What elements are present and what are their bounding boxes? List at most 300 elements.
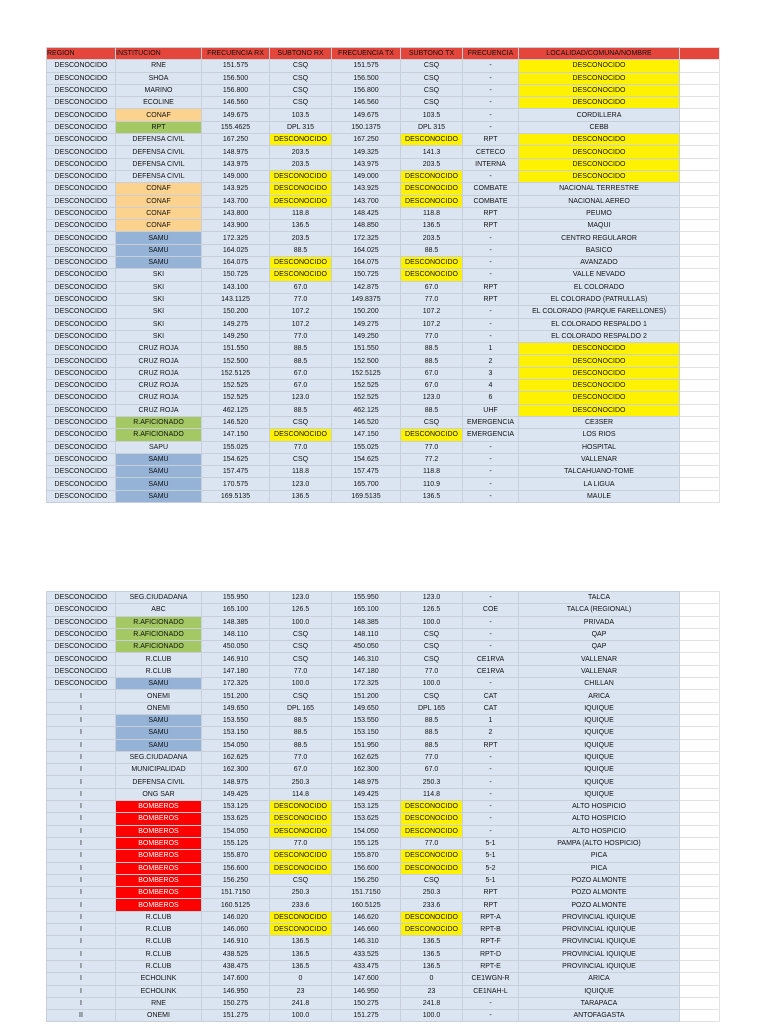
cell-localidad[interactable]: PRIVADA	[519, 616, 680, 628]
cell-subtono-rx[interactable]: DESCONOCIDO	[270, 195, 332, 207]
cell-localidad[interactable]: DESCONOCIDO	[519, 343, 680, 355]
cell-subtono-tx[interactable]: 107.2	[401, 306, 463, 318]
cell-subtono-rx[interactable]: 77.0	[270, 293, 332, 305]
cell-institucion[interactable]: SKI	[116, 293, 202, 305]
cell-subtono-rx[interactable]: 126.5	[270, 604, 332, 616]
empty-cell[interactable]	[680, 170, 720, 182]
cell-frecuencia-tx[interactable]: 152.5125	[332, 367, 401, 379]
cell-region[interactable]: II	[47, 1010, 116, 1022]
cell-region[interactable]: DESCONOCIDO	[47, 84, 116, 96]
cell-region[interactable]: DESCONOCIDO	[47, 170, 116, 182]
empty-cell[interactable]	[680, 801, 720, 813]
empty-cell[interactable]	[680, 441, 720, 453]
cell-subtono-tx[interactable]: DESCONOCIDO	[401, 862, 463, 874]
cell-localidad[interactable]: DESCONOCIDO	[519, 60, 680, 72]
cell-frecuencia-tx[interactable]: 149.8375	[332, 293, 401, 305]
cell-frecuencia-rx[interactable]: 155.125	[202, 837, 270, 849]
cell-localidad[interactable]: DESCONOCIDO	[519, 392, 680, 404]
cell-frecuencia-rx[interactable]: 167.250	[202, 134, 270, 146]
empty-cell[interactable]	[680, 318, 720, 330]
header-cell-frecuencia-rx[interactable]: FRECUENCIA RX	[202, 48, 270, 60]
cell-institucion[interactable]: BOMBEROS	[116, 874, 202, 886]
cell-localidad[interactable]: POZO ALMONTE	[519, 899, 680, 911]
cell-frecuencia-tx[interactable]: 165.100	[332, 604, 401, 616]
cell-subtono-rx[interactable]: CSQ	[270, 84, 332, 96]
cell-frecuencia-rx[interactable]: 154.050	[202, 825, 270, 837]
cell-region[interactable]: I	[47, 960, 116, 972]
cell-subtono-rx[interactable]: 203.5	[270, 232, 332, 244]
cell-localidad[interactable]: VALLE NEVADO	[519, 269, 680, 281]
empty-cell[interactable]	[680, 739, 720, 751]
cell-frecuencia-tx[interactable]: 149.275	[332, 318, 401, 330]
cell-localidad[interactable]: IQUIQUE	[519, 776, 680, 788]
cell-localidad[interactable]: PICA	[519, 862, 680, 874]
cell-frecuencia-rx[interactable]: 156.800	[202, 84, 270, 96]
cell-subtono-tx[interactable]: CSQ	[401, 690, 463, 702]
cell-frecuencia-rx[interactable]: 148.975	[202, 776, 270, 788]
cell-institucion[interactable]: SKI	[116, 281, 202, 293]
cell-institucion[interactable]: CRUZ ROJA	[116, 355, 202, 367]
empty-cell[interactable]	[680, 367, 720, 379]
cell-frecuencia[interactable]: -	[463, 478, 519, 490]
cell-subtono-rx[interactable]: 203.5	[270, 146, 332, 158]
cell-frecuencia[interactable]: COMBATE	[463, 195, 519, 207]
cell-frecuencia-tx[interactable]: 155.950	[332, 592, 401, 604]
cell-frecuencia[interactable]: -	[463, 592, 519, 604]
cell-localidad[interactable]: DESCONOCIDO	[519, 146, 680, 158]
cell-frecuencia[interactable]: RPT	[463, 899, 519, 911]
cell-subtono-rx[interactable]: 67.0	[270, 367, 332, 379]
cell-frecuencia-tx[interactable]: 142.875	[332, 281, 401, 293]
cell-localidad[interactable]: QAP	[519, 628, 680, 640]
cell-region[interactable]: DESCONOCIDO	[47, 416, 116, 428]
empty-cell[interactable]	[680, 776, 720, 788]
cell-institucion[interactable]: R.AFICIONADO	[116, 641, 202, 653]
cell-subtono-tx[interactable]: DESCONOCIDO	[401, 195, 463, 207]
cell-frecuencia[interactable]: -	[463, 825, 519, 837]
cell-frecuencia[interactable]: -	[463, 257, 519, 269]
cell-institucion[interactable]: ONEMI	[116, 702, 202, 714]
cell-subtono-tx[interactable]: 77.0	[401, 837, 463, 849]
cell-frecuencia-rx[interactable]: 162.625	[202, 751, 270, 763]
cell-frecuencia-tx[interactable]: 155.025	[332, 441, 401, 453]
cell-subtono-tx[interactable]: DESCONOCIDO	[401, 801, 463, 813]
cell-frecuencia-rx[interactable]: 146.910	[202, 936, 270, 948]
cell-subtono-rx[interactable]: 77.0	[270, 751, 332, 763]
empty-cell[interactable]	[680, 678, 720, 690]
cell-frecuencia[interactable]: -	[463, 678, 519, 690]
empty-cell[interactable]	[680, 343, 720, 355]
cell-institucion[interactable]: SAMU	[116, 244, 202, 256]
cell-subtono-rx[interactable]: DESCONOCIDO	[270, 911, 332, 923]
cell-localidad[interactable]: PROVINCIAL IQUIQUE	[519, 936, 680, 948]
empty-cell[interactable]	[680, 60, 720, 72]
cell-region[interactable]: DESCONOCIDO	[47, 453, 116, 465]
cell-localidad[interactable]: POZO ALMONTE	[519, 887, 680, 899]
cell-institucion[interactable]: RPT	[116, 121, 202, 133]
cell-region[interactable]: I	[47, 973, 116, 985]
cell-region[interactable]: DESCONOCIDO	[47, 678, 116, 690]
cell-institucion[interactable]: CRUZ ROJA	[116, 343, 202, 355]
cell-region[interactable]: I	[47, 690, 116, 702]
cell-frecuencia[interactable]: -	[463, 997, 519, 1009]
cell-frecuencia-rx[interactable]: 155.025	[202, 441, 270, 453]
cell-subtono-rx[interactable]: DESCONOCIDO	[270, 825, 332, 837]
cell-institucion[interactable]: RNE	[116, 60, 202, 72]
header-cell-frecuencia[interactable]: FRECUENCIA	[463, 48, 519, 60]
cell-localidad[interactable]: NACIONAL TERRESTRE	[519, 183, 680, 195]
empty-cell[interactable]	[680, 257, 720, 269]
cell-frecuencia-tx[interactable]: 153.150	[332, 727, 401, 739]
cell-frecuencia-rx[interactable]: 149.275	[202, 318, 270, 330]
cell-frecuencia-rx[interactable]: 149.650	[202, 702, 270, 714]
cell-subtono-tx[interactable]: CSQ	[401, 628, 463, 640]
cell-subtono-rx[interactable]: 107.2	[270, 318, 332, 330]
cell-region[interactable]: DESCONOCIDO	[47, 441, 116, 453]
cell-region[interactable]: DESCONOCIDO	[47, 429, 116, 441]
cell-subtono-rx[interactable]: 103.5	[270, 109, 332, 121]
cell-subtono-rx[interactable]: CSQ	[270, 453, 332, 465]
cell-subtono-tx[interactable]: 0	[401, 973, 463, 985]
cell-frecuencia[interactable]: CAT	[463, 690, 519, 702]
cell-frecuencia-tx[interactable]: 149.650	[332, 702, 401, 714]
cell-frecuencia-rx[interactable]: 151.550	[202, 343, 270, 355]
cell-frecuencia-tx[interactable]: 149.250	[332, 330, 401, 342]
empty-cell[interactable]	[680, 232, 720, 244]
cell-frecuencia[interactable]: -	[463, 813, 519, 825]
cell-frecuencia-tx[interactable]: 167.250	[332, 134, 401, 146]
cell-region[interactable]: I	[47, 813, 116, 825]
cell-localidad[interactable]: DESCONOCIDO	[519, 134, 680, 146]
cell-frecuencia[interactable]: UHF	[463, 404, 519, 416]
cell-subtono-tx[interactable]: 118.8	[401, 207, 463, 219]
cell-region[interactable]: I	[47, 874, 116, 886]
cell-subtono-rx[interactable]: DESCONOCIDO	[270, 257, 332, 269]
cell-localidad[interactable]: IQUIQUE	[519, 714, 680, 726]
cell-subtono-tx[interactable]: 233.6	[401, 899, 463, 911]
cell-subtono-tx[interactable]: CSQ	[401, 60, 463, 72]
cell-subtono-rx[interactable]: 23	[270, 985, 332, 997]
cell-institucion[interactable]: SAMU	[116, 490, 202, 502]
cell-subtono-rx[interactable]: CSQ	[270, 416, 332, 428]
cell-frecuencia[interactable]: 5-1	[463, 837, 519, 849]
cell-frecuencia[interactable]: 1	[463, 343, 519, 355]
cell-frecuencia-rx[interactable]: 148.975	[202, 146, 270, 158]
empty-cell[interactable]	[680, 195, 720, 207]
cell-region[interactable]: I	[47, 739, 116, 751]
cell-localidad[interactable]: HOSPITAL	[519, 441, 680, 453]
cell-subtono-rx[interactable]: 118.8	[270, 207, 332, 219]
empty-cell[interactable]	[680, 453, 720, 465]
cell-subtono-tx[interactable]: DESCONOCIDO	[401, 924, 463, 936]
cell-region[interactable]: I	[47, 837, 116, 849]
cell-frecuencia-rx[interactable]: 143.975	[202, 158, 270, 170]
cell-frecuencia[interactable]: -	[463, 330, 519, 342]
cell-localidad[interactable]: CENTRO REGULAROR	[519, 232, 680, 244]
cell-subtono-tx[interactable]: DESCONOCIDO	[401, 134, 463, 146]
cell-subtono-tx[interactable]: 67.0	[401, 281, 463, 293]
cell-institucion[interactable]: ONG SAR	[116, 788, 202, 800]
empty-cell[interactable]	[680, 641, 720, 653]
cell-frecuencia-rx[interactable]: 143.900	[202, 220, 270, 232]
cell-institucion[interactable]: R.AFICIONADO	[116, 616, 202, 628]
cell-region[interactable]: I	[47, 985, 116, 997]
cell-frecuencia[interactable]: RPT	[463, 887, 519, 899]
cell-frecuencia[interactable]: -	[463, 616, 519, 628]
cell-subtono-rx[interactable]: DESCONOCIDO	[270, 850, 332, 862]
cell-subtono-tx[interactable]: 141.3	[401, 146, 463, 158]
cell-region[interactable]: DESCONOCIDO	[47, 244, 116, 256]
cell-frecuencia[interactable]: -	[463, 776, 519, 788]
header-cell-region[interactable]: REGION	[47, 48, 116, 60]
cell-subtono-rx[interactable]: 136.5	[270, 960, 332, 972]
empty-cell[interactable]	[680, 146, 720, 158]
cell-frecuencia[interactable]: CAT	[463, 702, 519, 714]
cell-subtono-rx[interactable]: 77.0	[270, 441, 332, 453]
empty-cell[interactable]	[680, 702, 720, 714]
header-cell-subtono-tx[interactable]: SUBTONO TX	[401, 48, 463, 60]
cell-region[interactable]: DESCONOCIDO	[47, 616, 116, 628]
cell-frecuencia-tx[interactable]: 150.725	[332, 269, 401, 281]
cell-institucion[interactable]: DEFENSA CIVIL	[116, 134, 202, 146]
cell-institucion[interactable]: DEFENSA CIVIL	[116, 170, 202, 182]
cell-institucion[interactable]: SAMU	[116, 257, 202, 269]
cell-frecuencia[interactable]: RPT-E	[463, 960, 519, 972]
cell-frecuencia-tx[interactable]: 146.620	[332, 911, 401, 923]
empty-cell[interactable]	[680, 281, 720, 293]
cell-frecuencia[interactable]: RPT-F	[463, 936, 519, 948]
cell-subtono-tx[interactable]: 77.0	[401, 330, 463, 342]
cell-region[interactable]: DESCONOCIDO	[47, 293, 116, 305]
cell-frecuencia-rx[interactable]: 164.025	[202, 244, 270, 256]
cell-subtono-rx[interactable]: 123.0	[270, 592, 332, 604]
cell-frecuencia-rx[interactable]: 162.300	[202, 764, 270, 776]
cell-subtono-rx[interactable]: 88.5	[270, 727, 332, 739]
cell-region[interactable]: DESCONOCIDO	[47, 60, 116, 72]
cell-frecuencia-rx[interactable]: 438.475	[202, 960, 270, 972]
cell-subtono-rx[interactable]: 233.6	[270, 899, 332, 911]
cell-frecuencia-rx[interactable]: 149.250	[202, 330, 270, 342]
cell-subtono-tx[interactable]: 88.5	[401, 404, 463, 416]
empty-cell[interactable]	[680, 751, 720, 763]
empty-cell[interactable]	[680, 973, 720, 985]
cell-frecuencia-rx[interactable]: 152.5125	[202, 367, 270, 379]
cell-subtono-rx[interactable]: DPL 165	[270, 702, 332, 714]
cell-localidad[interactable]: ALTO HOSPICIO	[519, 825, 680, 837]
empty-cell[interactable]	[680, 490, 720, 502]
cell-localidad[interactable]: LA LIGUA	[519, 478, 680, 490]
cell-frecuencia-tx[interactable]: 150.275	[332, 997, 401, 1009]
cell-subtono-rx[interactable]: 136.5	[270, 220, 332, 232]
cell-subtono-tx[interactable]: CSQ	[401, 72, 463, 84]
cell-localidad[interactable]: DESCONOCIDO	[519, 367, 680, 379]
cell-region[interactable]: I	[47, 850, 116, 862]
cell-localidad[interactable]: PICA	[519, 850, 680, 862]
cell-frecuencia-rx[interactable]: 157.475	[202, 466, 270, 478]
cell-subtono-rx[interactable]: 123.0	[270, 392, 332, 404]
cell-subtono-rx[interactable]: 67.0	[270, 380, 332, 392]
empty-cell[interactable]	[680, 911, 720, 923]
cell-subtono-rx[interactable]: 118.8	[270, 466, 332, 478]
empty-cell[interactable]	[680, 380, 720, 392]
cell-frecuencia[interactable]: RPT	[463, 739, 519, 751]
cell-frecuencia-tx[interactable]: 152.525	[332, 380, 401, 392]
cell-subtono-rx[interactable]: CSQ	[270, 874, 332, 886]
cell-subtono-tx[interactable]: CSQ	[401, 874, 463, 886]
cell-region[interactable]: DESCONOCIDO	[47, 330, 116, 342]
cell-frecuencia-rx[interactable]: 450.050	[202, 641, 270, 653]
cell-localidad[interactable]: IQUIQUE	[519, 751, 680, 763]
cell-region[interactable]: DESCONOCIDO	[47, 466, 116, 478]
cell-subtono-rx[interactable]: 88.5	[270, 244, 332, 256]
cell-institucion[interactable]: SAMU	[116, 678, 202, 690]
cell-frecuencia[interactable]: -	[463, 453, 519, 465]
cell-frecuencia-tx[interactable]: 146.950	[332, 985, 401, 997]
cell-region[interactable]: I	[47, 997, 116, 1009]
cell-frecuencia-rx[interactable]: 146.950	[202, 985, 270, 997]
cell-frecuencia[interactable]: RPT-A	[463, 911, 519, 923]
empty-cell[interactable]	[680, 997, 720, 1009]
cell-region[interactable]: DESCONOCIDO	[47, 146, 116, 158]
cell-region[interactable]: DESCONOCIDO	[47, 269, 116, 281]
cell-subtono-rx[interactable]: 77.0	[270, 330, 332, 342]
cell-frecuencia-rx[interactable]: 153.625	[202, 813, 270, 825]
empty-cell[interactable]	[680, 887, 720, 899]
cell-subtono-rx[interactable]: 136.5	[270, 936, 332, 948]
cell-frecuencia-rx[interactable]: 170.575	[202, 478, 270, 490]
empty-cell[interactable]	[680, 429, 720, 441]
cell-subtono-rx[interactable]: 88.5	[270, 714, 332, 726]
empty-cell[interactable]	[680, 924, 720, 936]
cell-subtono-tx[interactable]: 203.5	[401, 232, 463, 244]
cell-localidad[interactable]: PAMPA (ALTO HOSPICIO)	[519, 837, 680, 849]
cell-institucion[interactable]: CONAF	[116, 207, 202, 219]
cell-frecuencia-rx[interactable]: 147.180	[202, 665, 270, 677]
cell-region[interactable]: DESCONOCIDO	[47, 207, 116, 219]
cell-subtono-rx[interactable]: CSQ	[270, 641, 332, 653]
cell-institucion[interactable]: ECHOLINK	[116, 973, 202, 985]
cell-frecuencia-rx[interactable]: 146.560	[202, 97, 270, 109]
empty-cell[interactable]	[680, 48, 720, 60]
header-cell-institucion[interactable]: INSTITUCION	[116, 48, 202, 60]
cell-region[interactable]: I	[47, 788, 116, 800]
cell-frecuencia[interactable]: 5-1	[463, 850, 519, 862]
cell-frecuencia-rx[interactable]: 143.1125	[202, 293, 270, 305]
cell-localidad[interactable]: VALLENAR	[519, 665, 680, 677]
cell-subtono-rx[interactable]: 123.0	[270, 478, 332, 490]
cell-localidad[interactable]: IQUIQUE	[519, 788, 680, 800]
cell-localidad[interactable]: ANTOFAGASTA	[519, 1010, 680, 1022]
cell-localidad[interactable]: IQUIQUE	[519, 764, 680, 776]
cell-frecuencia[interactable]: -	[463, 764, 519, 776]
empty-cell[interactable]	[680, 269, 720, 281]
cell-localidad[interactable]: CHILLAN	[519, 678, 680, 690]
cell-localidad[interactable]: MAULE	[519, 490, 680, 502]
empty-cell[interactable]	[680, 220, 720, 232]
cell-institucion[interactable]: SAMU	[116, 466, 202, 478]
cell-subtono-tx[interactable]: CSQ	[401, 84, 463, 96]
cell-localidad[interactable]: MAQUI	[519, 220, 680, 232]
empty-cell[interactable]	[680, 416, 720, 428]
cell-frecuencia[interactable]: -	[463, 1010, 519, 1022]
cell-region[interactable]: I	[47, 899, 116, 911]
cell-region[interactable]: I	[47, 751, 116, 763]
cell-subtono-tx[interactable]: 114.8	[401, 788, 463, 800]
cell-frecuencia-tx[interactable]: 146.660	[332, 924, 401, 936]
cell-region[interactable]: DESCONOCIDO	[47, 183, 116, 195]
cell-localidad[interactable]: PROVINCIAL IQUIQUE	[519, 924, 680, 936]
cell-frecuencia-rx[interactable]: 160.5125	[202, 899, 270, 911]
cell-subtono-rx[interactable]: 67.0	[270, 764, 332, 776]
cell-frecuencia[interactable]: -	[463, 788, 519, 800]
cell-frecuencia[interactable]: 4	[463, 380, 519, 392]
cell-frecuencia-tx[interactable]: 160.5125	[332, 899, 401, 911]
cell-frecuencia-tx[interactable]: 153.550	[332, 714, 401, 726]
cell-frecuencia-rx[interactable]: 148.385	[202, 616, 270, 628]
cell-frecuencia-rx[interactable]: 155.870	[202, 850, 270, 862]
cell-subtono-rx[interactable]: 241.8	[270, 997, 332, 1009]
cell-localidad[interactable]: DESCONOCIDO	[519, 380, 680, 392]
cell-region[interactable]: DESCONOCIDO	[47, 355, 116, 367]
cell-subtono-rx[interactable]: DESCONOCIDO	[270, 429, 332, 441]
cell-region[interactable]: I	[47, 825, 116, 837]
cell-region[interactable]: DESCONOCIDO	[47, 653, 116, 665]
cell-frecuencia-rx[interactable]: 152.525	[202, 380, 270, 392]
cell-localidad[interactable]: IQUIQUE	[519, 739, 680, 751]
cell-region[interactable]: I	[47, 702, 116, 714]
empty-cell[interactable]	[680, 764, 720, 776]
empty-cell[interactable]	[680, 788, 720, 800]
cell-institucion[interactable]: CRUZ ROJA	[116, 380, 202, 392]
header-cell-localidad[interactable]: LOCALIDAD/COMUNA/NOMBRE	[519, 48, 680, 60]
cell-frecuencia[interactable]: -	[463, 490, 519, 502]
cell-frecuencia-rx[interactable]: 172.325	[202, 678, 270, 690]
cell-localidad[interactable]: TALCAHUANO-TOME	[519, 466, 680, 478]
cell-subtono-rx[interactable]: DESCONOCIDO	[270, 924, 332, 936]
cell-institucion[interactable]: SKI	[116, 318, 202, 330]
cell-subtono-tx[interactable]: 250.3	[401, 887, 463, 899]
cell-region[interactable]: DESCONOCIDO	[47, 72, 116, 84]
cell-institucion[interactable]: ECOLINE	[116, 97, 202, 109]
cell-subtono-tx[interactable]: DESCONOCIDO	[401, 269, 463, 281]
cell-subtono-rx[interactable]: 88.5	[270, 739, 332, 751]
cell-subtono-tx[interactable]: 250.3	[401, 776, 463, 788]
cell-institucion[interactable]: CRUZ ROJA	[116, 367, 202, 379]
cell-frecuencia-tx[interactable]: 155.125	[332, 837, 401, 849]
cell-region[interactable]: DESCONOCIDO	[47, 478, 116, 490]
cell-localidad[interactable]: LOS RIOS	[519, 429, 680, 441]
cell-subtono-tx[interactable]: DESCONOCIDO	[401, 183, 463, 195]
cell-institucion[interactable]: BOMBEROS	[116, 801, 202, 813]
cell-frecuencia[interactable]: -	[463, 306, 519, 318]
cell-frecuencia-rx[interactable]: 164.075	[202, 257, 270, 269]
cell-subtono-rx[interactable]: 88.5	[270, 355, 332, 367]
empty-cell[interactable]	[680, 960, 720, 972]
cell-region[interactable]: I	[47, 862, 116, 874]
cell-frecuencia-tx[interactable]: 165.700	[332, 478, 401, 490]
cell-subtono-rx[interactable]: 67.0	[270, 281, 332, 293]
cell-region[interactable]: I	[47, 936, 116, 948]
empty-cell[interactable]	[680, 936, 720, 948]
cell-subtono-rx[interactable]: 77.0	[270, 665, 332, 677]
cell-subtono-rx[interactable]: 136.5	[270, 490, 332, 502]
cell-subtono-rx[interactable]: DESCONOCIDO	[270, 813, 332, 825]
cell-subtono-tx[interactable]: 103.5	[401, 109, 463, 121]
cell-frecuencia-rx[interactable]: 147.600	[202, 973, 270, 985]
cell-frecuencia-tx[interactable]: 147.600	[332, 973, 401, 985]
cell-subtono-tx[interactable]: 77.2	[401, 453, 463, 465]
cell-frecuencia[interactable]: COE	[463, 604, 519, 616]
